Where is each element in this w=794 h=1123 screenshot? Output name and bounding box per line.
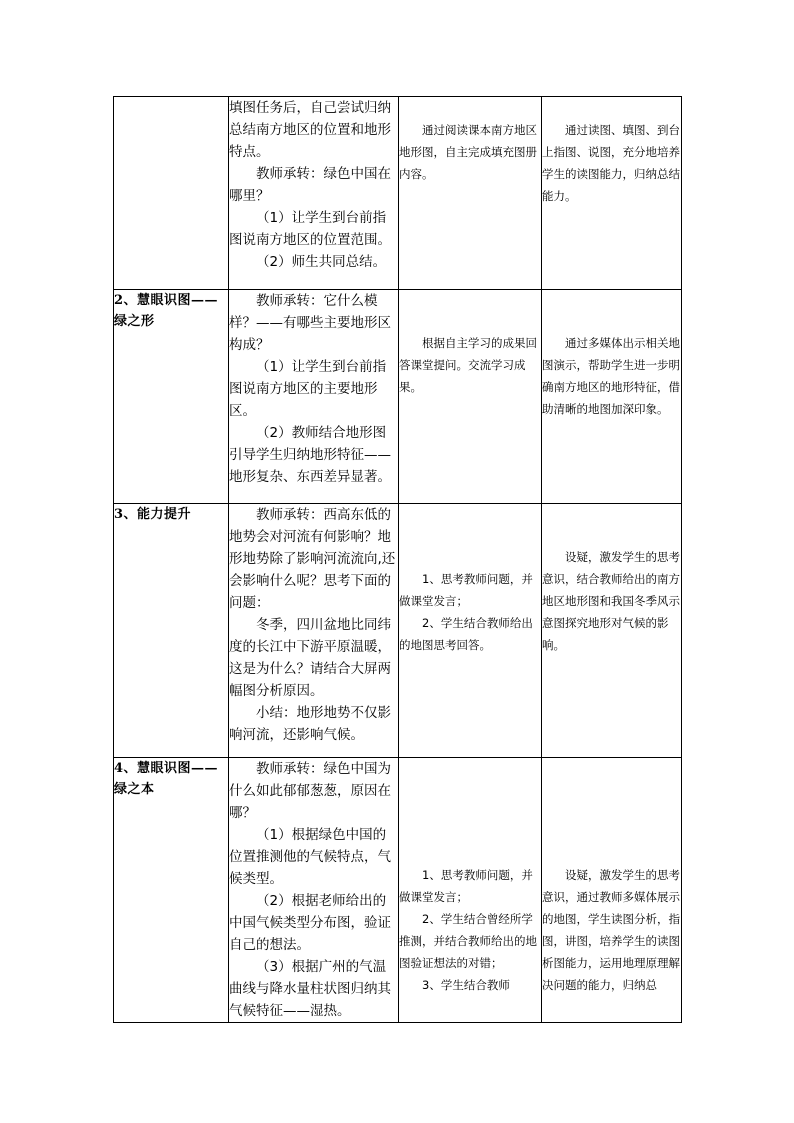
student-activity-text: 1、思考教师问题，并做课堂发言； bbox=[399, 868, 533, 904]
stage-cell bbox=[114, 758, 229, 1023]
table-row bbox=[114, 504, 682, 758]
stage-cell bbox=[114, 97, 229, 290]
teacher-activity-cell bbox=[229, 97, 399, 290]
design-intent-text: 通过多媒体出示相关地图演示，帮助学生进一步明确南方地区的地形特征，借助清晰的地图加深印象。 bbox=[542, 336, 680, 416]
lesson-plan-table bbox=[113, 96, 682, 1023]
design-intent-cell bbox=[542, 758, 682, 1023]
stage-cell bbox=[114, 290, 229, 504]
teacher-activity-text: 教师承转：它什么模样？——有哪些主要地形区构成？ bbox=[229, 293, 391, 353]
design-intent-text: 设疑，激发学生的思考意识，结合教师给出的南方地区地形图和我国冬季风示意图探究地形对气候的影响。 bbox=[542, 550, 680, 652]
teacher-activity-text: （1）让学生到台前指图说南方地区的主要地形区。 bbox=[229, 359, 387, 419]
design-intent-cell bbox=[542, 290, 682, 504]
teacher-activity-text: 教师承转：西高东低的地势会对河流有何影响？地形地势除了影响河流流向,还会影响什么呢？思考下面的问题： bbox=[229, 507, 396, 611]
teacher-activity-cell bbox=[229, 758, 399, 1023]
stage-cell bbox=[114, 504, 229, 758]
student-activity-text: 3、学生结合教师 bbox=[422, 978, 510, 992]
teacher-activity-text: （2）根据老师给出的中国气候类型分布图，验证自己的想法。 bbox=[229, 893, 391, 953]
design-intent-text: 设疑，激发学生的思考意识，通过教师多媒体展示的地图，学生读图分析，指图，讲图，培养学生的读图析图能力，运用地理原理解决问题的能力，归纳总 bbox=[542, 868, 680, 992]
table-row bbox=[114, 758, 682, 1023]
teacher-activity-text: 教师承转：绿色中国为什么如此郁郁葱葱，原因在哪？ bbox=[229, 761, 391, 821]
table-row bbox=[114, 97, 682, 290]
student-activity-text: 根据自主学习的成果回答课堂提问。交流学习成果。 bbox=[399, 336, 537, 394]
student-activity-cell bbox=[399, 97, 542, 290]
teacher-activity-text: （3）根据广州的气温曲线与降水量柱状图归纳其气候特征——湿热。 bbox=[229, 959, 391, 1019]
stage-title: 2、慧眼识图——绿之形 bbox=[114, 293, 219, 329]
design-intent-cell bbox=[542, 97, 682, 290]
design-intent-text: 通过读图、填图、到台上指图、说图，充分地培养学生的读图能力，归纳总结能力。 bbox=[542, 123, 680, 203]
stage-title: 3、能力提升 bbox=[114, 507, 192, 522]
student-activity-text: 2、学生结合教师给出的地图思考回答。 bbox=[399, 616, 533, 652]
design-intent-cell bbox=[542, 504, 682, 758]
teacher-activity-text: 小结：地形地势不仅影响河流，还影响气候。 bbox=[229, 705, 391, 743]
student-activity-text: 1、思考教师问题，并做课堂发言； bbox=[399, 572, 533, 608]
teacher-activity-text: （2）师生共同总结。 bbox=[256, 254, 387, 270]
student-activity-text: 通过阅读课本南方地区地形图，自主完成填充图册内容。 bbox=[399, 123, 537, 181]
table-row bbox=[114, 290, 682, 504]
teacher-activity-text: （1）根据绿色中国的位置推测他的气候特点，气候类型。 bbox=[229, 827, 391, 887]
teacher-activity-text: （1）让学生到台前指图说南方地区的位置范围。 bbox=[229, 210, 391, 248]
teacher-activity-text: （2）教师结合地形图引导学生归纳地形特征——地形复杂、东西差异显著。 bbox=[229, 425, 391, 485]
teacher-activity-text: 填图任务后，自己尝试归纳总结南方地区的位置和地形特点。 bbox=[229, 100, 391, 160]
student-activity-cell bbox=[399, 290, 542, 504]
student-activity-text: 2、学生结合曾经所学推测，并结合教师给出的地图验证想法的对错； bbox=[399, 912, 537, 970]
teacher-activity-text: 教师承转：绿色中国在哪里？ bbox=[229, 166, 391, 204]
teacher-activity-cell bbox=[229, 504, 399, 758]
stage-title: 4、慧眼识图——绿之本 bbox=[114, 761, 219, 797]
teacher-activity-cell bbox=[229, 290, 399, 504]
student-activity-cell bbox=[399, 758, 542, 1023]
student-activity-cell bbox=[399, 504, 542, 758]
teacher-activity-text: 冬季，四川盆地比同纬度的长江中下游平原温暖，这是为什么？请结合大屏两幅图分析原因。 bbox=[229, 617, 391, 699]
